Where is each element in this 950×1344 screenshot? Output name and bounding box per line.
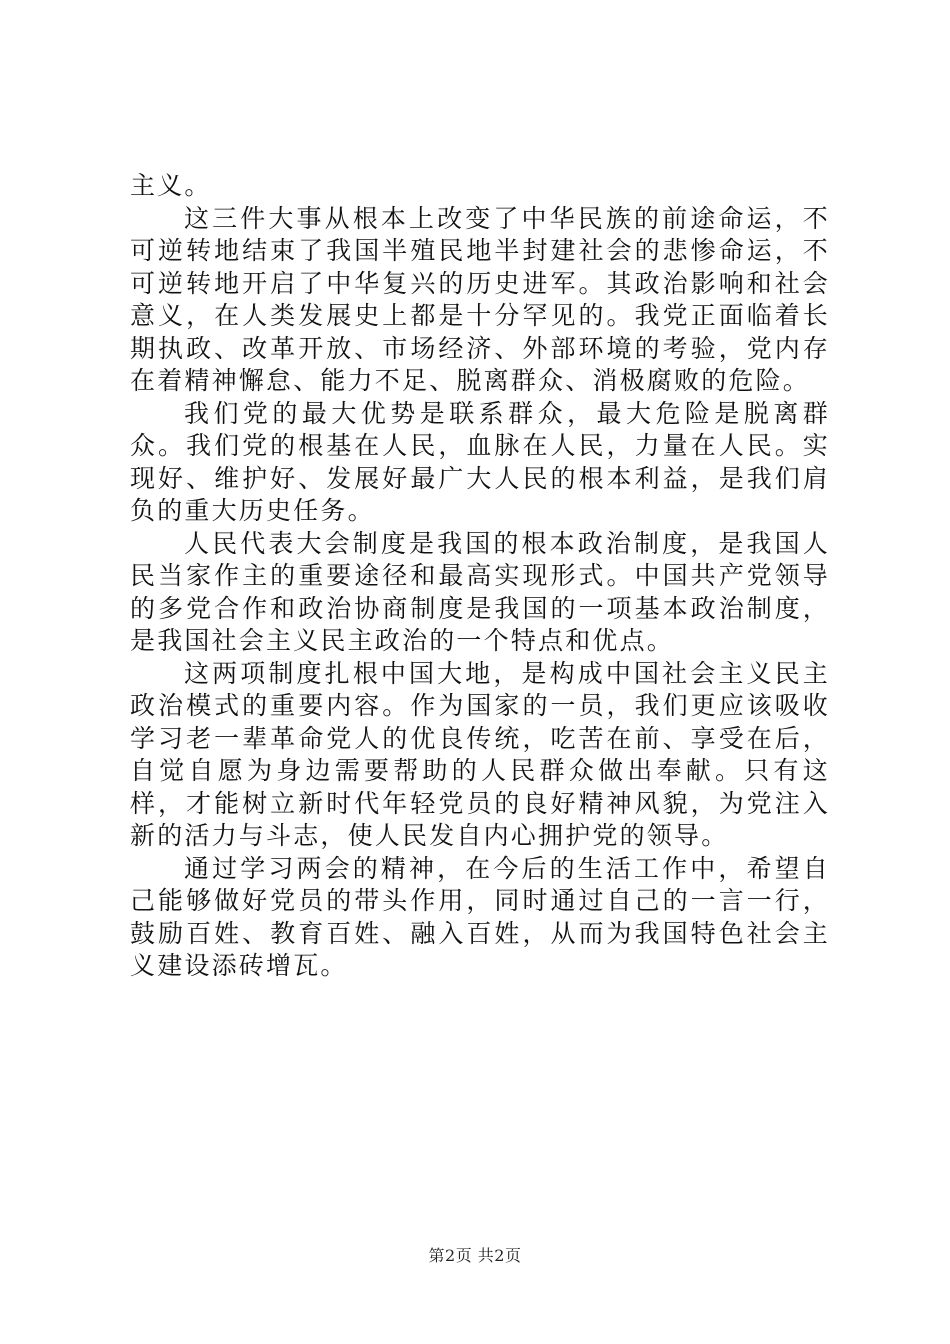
- paragraph: 我们党的最大优势是联系群众，最大危险是脱离群众。我们党的根基在人民，血脉在人民，力量在人民。实现好、维护好、发展好最广大人民的根本利益，是我们肩负的重大历史任务。: [130, 398, 830, 525]
- paragraph: 人民代表大会制度是我国的根本政治制度，是我国人民当家作主的重要途径和最高实现形式。中国共产党领导的多党合作和政治协商制度是我国的一项基本政治制度，是我国社会主义民主政治的一个特点和优点。: [130, 528, 830, 655]
- page-footer: 第2页 共2页: [428, 1246, 522, 1265]
- paragraph: 这两项制度扎根中国大地，是构成中国社会主义民主政治模式的重要内容。作为国家的一员，我们更应该吸收学习老一辈革命党人的优良传统，吃苦在前、享受在后，自觉自愿为身边需要帮助的人民群众做出奉献。只有这样，才能树立新时代年轻党员的良好精神风貌，为党注入新的活力与斗志，使人民发自内心拥护党的领导。: [130, 658, 830, 850]
- paragraph-continuation: 主义。: [130, 171, 212, 200]
- paragraph: 这三件大事从根本上改变了中华民族的前途命运，不可逆转地结束了我国半殖民地半封建社会的悲惨命运，不可逆转地开启了中华复兴的历史进军。其政治影响和社会意义，在人类发展史上都是十分罕见的。我党正面临着长期执政、改革开放、市场经济、外部环境的考验，党内存在着精神懈怠、能力不足、脱离群众、消极腐败的危险。: [130, 203, 830, 395]
- paragraph: 通过学习两会的精神，在今后的生活工作中，希望自己能够做好党员的带头作用，同时通过自己的一言一行，鼓励百姓、教育百姓、融入百姓，从而为我国特色社会主义建设添砖增瓦。: [130, 853, 830, 980]
- document-body: [130, 170, 830, 983]
